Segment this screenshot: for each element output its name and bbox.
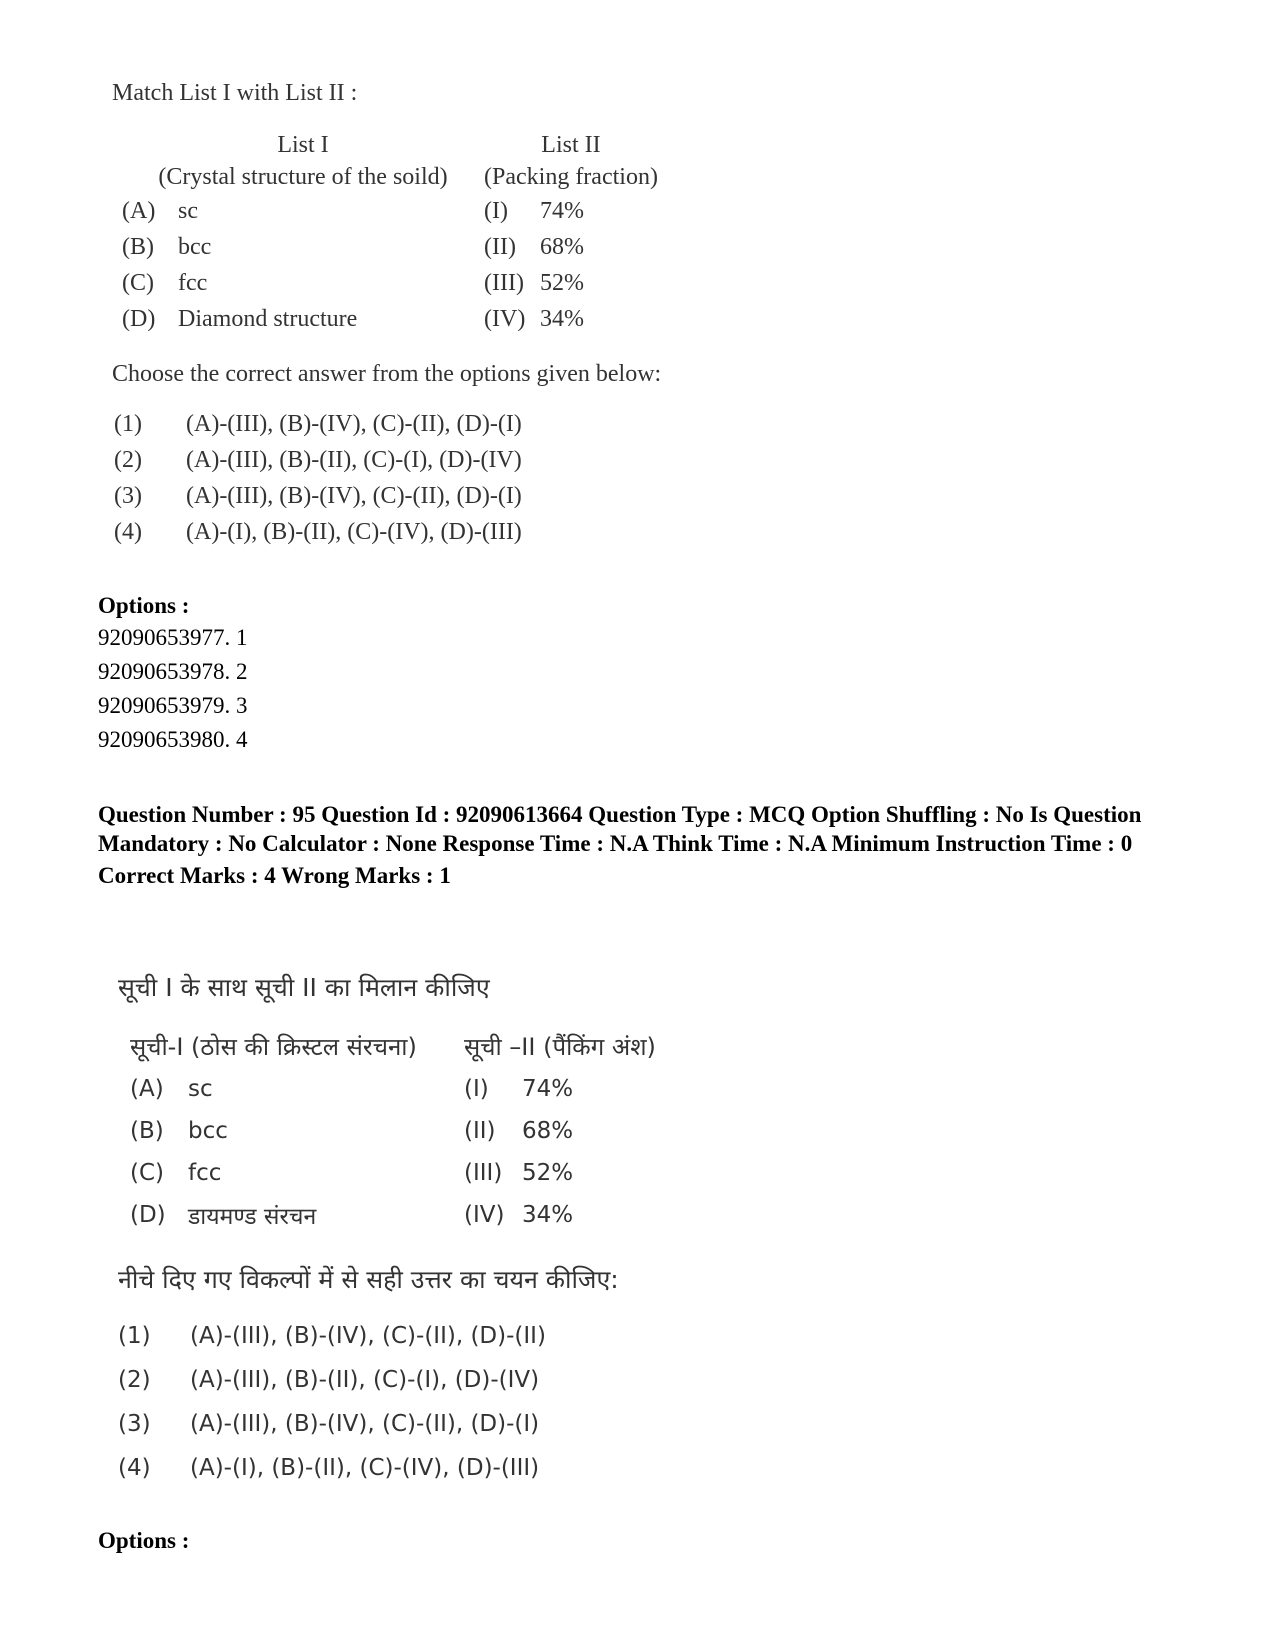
table-row	[122, 229, 658, 265]
row-value: 74%	[522, 1076, 574, 1102]
row-label: (C)	[122, 269, 154, 296]
row-label: (A)	[122, 197, 156, 224]
list-item	[118, 1446, 758, 1490]
option-id: 92090653980. 4	[98, 727, 248, 752]
row-value: 34%	[540, 305, 584, 332]
row-item: fcc	[188, 1160, 222, 1186]
table-row	[130, 1068, 656, 1110]
option-text: (A)-(I), (B)-(II), (C)-(IV), (D)-(III)	[186, 518, 522, 545]
list-item	[118, 1402, 758, 1446]
question-intro: Match List I with List II :	[112, 80, 358, 106]
row-item: bcc	[178, 233, 212, 260]
table-row	[130, 1152, 656, 1194]
row-label: (D)	[122, 305, 156, 332]
row-value: 52%	[522, 1160, 574, 1186]
row-label: (A)	[130, 1076, 164, 1102]
row-label: (B)	[122, 233, 154, 260]
table-row	[122, 193, 658, 229]
row-item: bcc	[188, 1118, 228, 1144]
options-block	[98, 593, 248, 757]
match-table	[130, 1024, 656, 1236]
option-text: (A)-(III), (B)-(IV), (C)-(II), (D)-(I)	[186, 410, 522, 437]
option-text: (A)-(III), (B)-(IV), (C)-(II), (D)-(II)	[190, 1323, 546, 1349]
row-roman: (III)	[484, 269, 524, 296]
options-label-bottom: Options :	[98, 1528, 190, 1553]
option-number: (3)	[114, 482, 142, 509]
row-roman: (III)	[464, 1160, 503, 1186]
row-roman: (II)	[464, 1118, 496, 1144]
question-intro: सूची I के साथ सूची II का मिलान कीजिए	[118, 973, 490, 1002]
option-text: (A)-(III), (B)-(II), (C)-(I), (D)-(IV)	[186, 446, 522, 473]
row-item: fcc	[178, 269, 208, 296]
list1-header: List I	[277, 131, 329, 158]
row-value: 52%	[540, 269, 584, 296]
option-number: (3)	[118, 1411, 151, 1437]
english-question	[112, 80, 752, 550]
option-number: (2)	[118, 1367, 151, 1393]
option-text: (A)-(III), (B)-(IV), (C)-(II), (D)-(I)	[186, 482, 522, 509]
option-number: (1)	[118, 1323, 151, 1349]
row-label: (C)	[130, 1160, 165, 1186]
list1-subheader: (Crystal structure of the soild)	[158, 163, 448, 190]
row-value: 68%	[522, 1118, 574, 1144]
list-item	[114, 514, 752, 550]
list-item	[114, 478, 752, 514]
list2-header: सूची –II (पैंकिंग अंश)	[464, 1032, 656, 1061]
row-item: Diamond structure	[178, 305, 358, 332]
list-item	[114, 442, 752, 478]
row-roman: (IV)	[484, 305, 526, 332]
list2-subheader: (Packing fraction)	[484, 163, 658, 190]
row-item: डायमण्ड संरचन	[188, 1204, 317, 1230]
marks-line: Correct Marks : 4 Wrong Marks : 1	[98, 863, 451, 888]
option-id: 92090653977. 1	[98, 625, 248, 650]
option-number: (4)	[114, 518, 142, 545]
table-row	[130, 1194, 656, 1236]
table-row	[122, 265, 658, 301]
table-row	[122, 301, 658, 337]
choose-instruction: नीचे दिए गए विकल्पों में से सही उत्तर का चयन कीजिए:	[118, 1265, 619, 1294]
list2-header: List II	[541, 131, 601, 158]
options-label: Options :	[98, 593, 190, 618]
row-roman: (IV)	[464, 1202, 505, 1228]
table-row	[130, 1110, 656, 1152]
row-roman: (I)	[484, 197, 508, 224]
match-table	[122, 129, 658, 337]
answer-options	[118, 1314, 758, 1490]
row-roman: (I)	[464, 1076, 489, 1102]
option-number: (4)	[118, 1455, 151, 1481]
list-item	[118, 1314, 758, 1358]
option-text: (A)-(III), (B)-(II), (C)-(I), (D)-(IV)	[190, 1367, 540, 1393]
row-label: (B)	[130, 1118, 164, 1144]
row-item: sc	[188, 1076, 213, 1102]
answer-options	[114, 406, 752, 550]
row-roman: (II)	[484, 233, 516, 260]
option-text: (A)-(III), (B)-(IV), (C)-(II), (D)-(I)	[190, 1411, 540, 1437]
option-text: (A)-(I), (B)-(II), (C)-(IV), (D)-(III)	[190, 1455, 540, 1481]
row-item: sc	[178, 197, 198, 224]
choose-instruction: Choose the correct answer from the options given below:	[112, 361, 662, 387]
row-label: (D)	[130, 1202, 166, 1228]
row-value: 68%	[540, 233, 584, 260]
list-item	[114, 406, 752, 442]
list-item	[118, 1358, 758, 1402]
question-meta-line: Question Number : 95 Question Id : 92090613664 Question Type : MCQ Option Shuffling : No Is Question Mandatory : No Calculator : None Response Time : N.A Think Time : N.A Minimum Instruction Time : 0	[98, 802, 1142, 856]
row-value: 34%	[522, 1202, 574, 1228]
row-value: 74%	[540, 197, 584, 224]
list1-header: सूची-I (ठोस की क्रिस्टल संरचना)	[130, 1032, 417, 1061]
option-id: 92090653979. 3	[98, 693, 248, 718]
question-meta	[98, 800, 1198, 890]
hindi-question	[118, 970, 758, 1490]
option-number: (2)	[114, 446, 142, 473]
option-number: (1)	[114, 410, 142, 437]
option-id: 92090653978. 2	[98, 659, 248, 684]
